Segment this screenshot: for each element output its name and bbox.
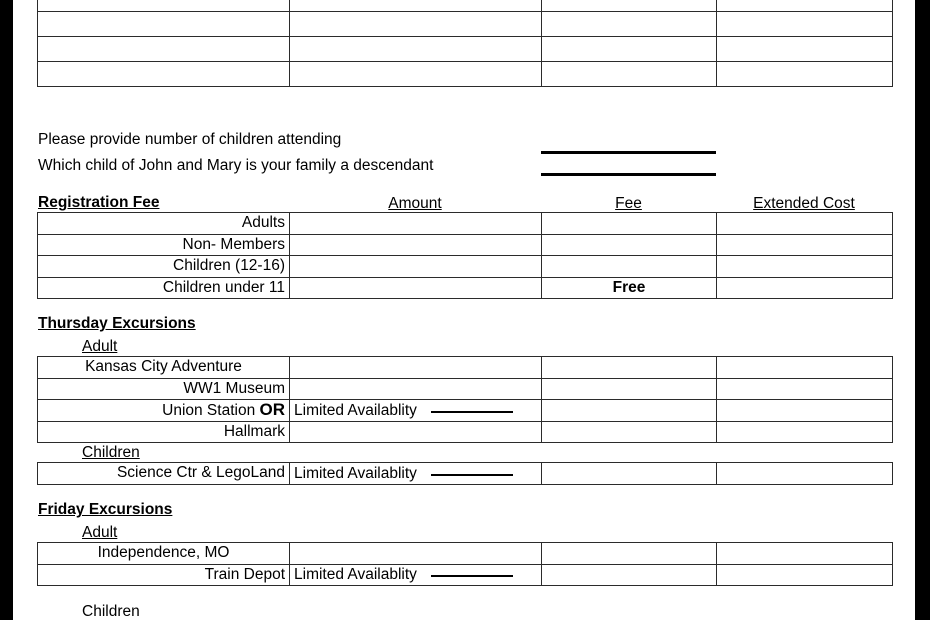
top-cell[interactable]	[717, 12, 893, 37]
limited-availability-text: Limited Availablity	[294, 401, 417, 419]
cell-fee[interactable]	[542, 543, 717, 565]
cell-extended[interactable]	[717, 463, 893, 485]
table-row	[38, 378, 893, 400]
cell-note-limited-availability[interactable]	[290, 463, 542, 485]
limited-availability-text: Limited Availablity	[294, 566, 417, 584]
top-cell[interactable]	[542, 12, 717, 37]
cell-fee[interactable]	[542, 421, 717, 443]
answer-line-descendant[interactable]	[541, 173, 716, 176]
top-cell[interactable]	[717, 37, 893, 62]
availability-blank-line[interactable]	[431, 566, 513, 577]
top-cell[interactable]	[290, 0, 542, 12]
availability-blank-line[interactable]	[431, 465, 513, 476]
table-row	[38, 12, 893, 37]
table-row	[38, 357, 893, 379]
scan-edge-right	[915, 0, 930, 620]
top-cell[interactable]	[38, 0, 290, 12]
cell-note[interactable]	[290, 378, 542, 400]
column-header-amount: Amount	[388, 195, 442, 212]
answer-line-children-attending[interactable]	[541, 151, 716, 154]
top-cell[interactable]	[717, 0, 893, 12]
scan-edge-left	[0, 0, 13, 620]
row-label-children-under-11: Children under 11	[38, 277, 290, 299]
row-label-hallmark: Hallmark	[38, 421, 290, 443]
cell-amount[interactable]	[290, 234, 542, 256]
cell-note-limited-availability[interactable]	[290, 564, 542, 586]
column-header-extended-cost: Extended Cost	[753, 195, 855, 212]
top-cell[interactable]	[542, 62, 717, 87]
row-label-science-ctr-legoland: Science Ctr & LegoLand	[38, 463, 290, 485]
subsection-friday-adult: Adult	[82, 524, 118, 541]
cell-fee[interactable]	[542, 357, 717, 379]
top-cell[interactable]	[290, 37, 542, 62]
cell-amount[interactable]	[290, 213, 542, 235]
cell-extended[interactable]	[717, 234, 893, 256]
row-label-ww1-museum: WW1 Museum	[38, 378, 290, 400]
top-cell[interactable]	[542, 0, 717, 12]
row-label-independence-mo: Independence, MO	[38, 543, 290, 565]
cell-fee[interactable]	[542, 463, 717, 485]
table-row	[38, 37, 893, 62]
row-label-non-members: Non- Members	[38, 234, 290, 256]
table-row	[38, 234, 893, 256]
registration-fee-table	[37, 212, 893, 299]
top-cell[interactable]	[38, 12, 290, 37]
column-header-fee: Fee	[615, 195, 642, 212]
table-row	[38, 213, 893, 235]
friday-adult-table	[37, 542, 893, 586]
table-row	[38, 0, 893, 12]
section-title-friday-excursions: Friday Excursions	[38, 501, 173, 518]
cell-fee[interactable]	[542, 378, 717, 400]
question-children-attending: Please provide number of children attending	[38, 131, 342, 148]
cell-note[interactable]	[290, 543, 542, 565]
table-row	[38, 463, 893, 485]
table-row	[38, 256, 893, 278]
cell-extended[interactable]	[717, 421, 893, 443]
cell-extended[interactable]	[717, 378, 893, 400]
limited-availability-text: Limited Availablity	[294, 464, 417, 482]
cell-extended[interactable]	[717, 213, 893, 235]
row-label-union-station-text: Union Station	[162, 402, 260, 420]
subsection-thursday-children: Children	[82, 444, 140, 461]
table-row	[38, 543, 893, 565]
subsection-friday-children: Children	[82, 603, 140, 620]
cell-amount[interactable]	[290, 256, 542, 278]
row-label-adults: Adults	[38, 213, 290, 235]
cell-extended[interactable]	[717, 543, 893, 565]
top-cell[interactable]	[290, 12, 542, 37]
table-row	[38, 564, 893, 586]
cell-note[interactable]	[290, 357, 542, 379]
cell-extended[interactable]	[717, 277, 893, 299]
table-row	[38, 400, 893, 422]
section-title-thursday-excursions: Thursday Excursions	[38, 315, 196, 332]
table-row	[38, 277, 893, 299]
cell-note-limited-availability[interactable]	[290, 400, 542, 422]
thursday-children-table	[37, 462, 893, 485]
row-label-union-station	[38, 400, 290, 422]
cell-extended[interactable]	[717, 357, 893, 379]
top-cell[interactable]	[717, 62, 893, 87]
top-cell[interactable]	[542, 37, 717, 62]
top-continuation-table	[37, 0, 893, 87]
cell-amount[interactable]	[290, 277, 542, 299]
cell-extended[interactable]	[717, 400, 893, 422]
cell-note[interactable]	[290, 421, 542, 443]
cell-extended[interactable]	[717, 564, 893, 586]
subsection-thursday-adult: Adult	[82, 338, 118, 355]
question-descendant: Which child of John and Mary is your family a descendant	[38, 157, 434, 174]
table-row	[38, 421, 893, 443]
cell-fee[interactable]	[542, 213, 717, 235]
top-cell[interactable]	[38, 37, 290, 62]
cell-fee-free: Free	[542, 277, 717, 299]
row-label-kansas-city-adventure: Kansas City Adventure	[38, 357, 290, 379]
cell-fee[interactable]	[542, 256, 717, 278]
row-label-or: OR	[259, 400, 285, 420]
cell-extended[interactable]	[717, 256, 893, 278]
cell-fee[interactable]	[542, 400, 717, 422]
thursday-adult-table	[37, 356, 893, 443]
table-row	[38, 62, 893, 87]
row-label-children-12-16: Children (12-16)	[38, 256, 290, 278]
top-cell[interactable]	[38, 62, 290, 87]
top-cell[interactable]	[290, 62, 542, 87]
cell-fee[interactable]	[542, 564, 717, 586]
row-label-train-depot: Train Depot	[38, 564, 290, 586]
availability-blank-line[interactable]	[431, 402, 513, 413]
cell-fee[interactable]	[542, 234, 717, 256]
section-title-registration-fee: Registration Fee	[38, 194, 160, 211]
